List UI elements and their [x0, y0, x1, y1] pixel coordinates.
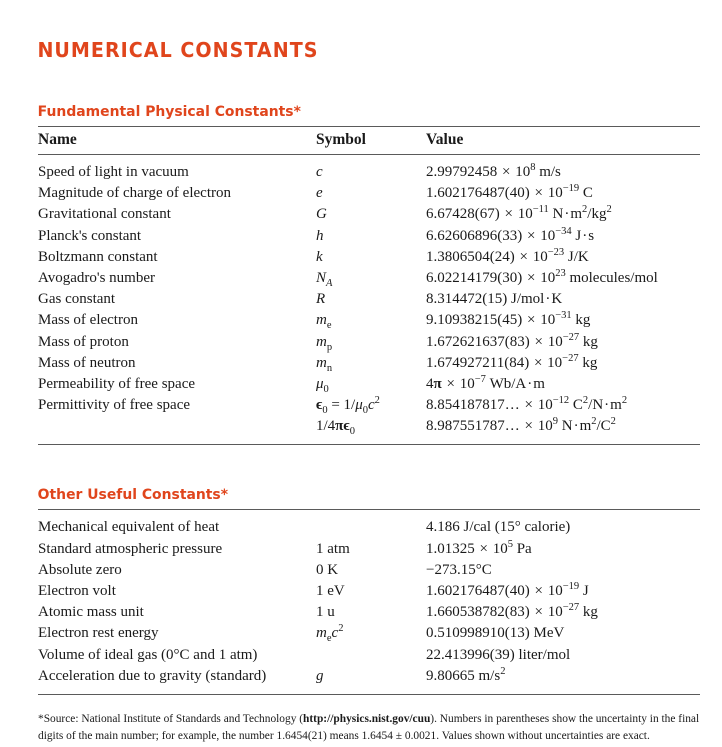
constant-name: Mass of electron [38, 312, 138, 329]
constant-value: $1.660538782(83) \times 10^{-27}$ kg [426, 602, 598, 621]
fundamental-constants-table [38, 126, 700, 445]
constant-value: $2.99792458 \times 10^8$ m/s [426, 162, 561, 180]
constant-symbol: R [316, 291, 326, 308]
table-row [38, 666, 700, 695]
constant-value: $1.672621637(83) \times 10^{-27}$ kg [426, 331, 598, 350]
constant-value: $6.62606896(33) \times 10^{-34}$ J·s [426, 225, 595, 244]
constant-name: Gas constant [38, 291, 116, 308]
constant-value: −273.15°C [426, 561, 492, 578]
table-row [38, 332, 700, 353]
footnote-url: http://physics.nist.gov/cuu [303, 713, 431, 726]
constant-name: Permeability of free space [38, 375, 196, 392]
constant-symbol: h [316, 227, 324, 244]
table-row [38, 310, 700, 331]
constant-name: Atomic mass unit [38, 604, 144, 621]
constant-value: $6.02214179(30) \times 10^{23}$ molecules/mol [426, 267, 658, 286]
constant-name: Mechanical equivalent of heat [38, 510, 316, 539]
constant-value: $6.67428(67) \times 10^{-11}$ $N\cdot m^2/kg^2$ [426, 204, 612, 223]
constant-symbol: $m_ec^2$ [316, 623, 344, 645]
constant-name: Electron volt [38, 583, 116, 599]
constant-symbol: $\epsilon_0 = 1/\mu_0c^2$ [316, 395, 380, 417]
constant-symbol: e [316, 185, 323, 202]
constant-value: 8.854187817… × $10^{-12}$ $C^2/N\cdot m^2$ [426, 395, 628, 414]
constant-symbol: 1 atm [316, 540, 350, 557]
constant-name: Standard atmospheric pressure [38, 540, 223, 557]
source-footnote [38, 706, 708, 743]
table-row [38, 183, 700, 204]
constant-name [38, 416, 316, 445]
table-row [38, 395, 700, 416]
column-header-value: Value [426, 127, 700, 155]
footnote-rest: ). Numbers in parentheses show the uncertainty in the final digits of the main number; for example, the number 1.6454(21) means 1.6454 ± 0.0021. Values shown without uncertainties are exact. [38, 713, 700, 742]
constant-name: Permittivity of free space [38, 397, 191, 414]
constant-name: Boltzmann constant [38, 248, 158, 265]
table-row [38, 353, 700, 374]
table-header-row [38, 127, 700, 155]
constant-name: Mass of proton [38, 333, 129, 350]
constant-value: $1.602176487(40) \times 10^{-19}$ J [426, 581, 589, 599]
table-row [38, 645, 700, 666]
constant-name: Acceleration due to gravity (standard) [38, 666, 316, 695]
constant-symbol: G [316, 206, 327, 223]
constant-value: $1.674927211(84) \times 10^{-27}$ kg [426, 352, 598, 371]
other-constants-table [38, 509, 700, 695]
constant-symbol: $m_n$ [316, 354, 333, 374]
table-row [38, 226, 700, 247]
table-row [38, 623, 700, 644]
constant-value: 4.186 J/cal (15° calorie) [426, 510, 700, 539]
page-title: NUMERICAL CONSTANTS [37, 38, 319, 62]
constant-symbol: $m_p$ [316, 333, 333, 353]
constant-value: 22.413996(39) liter/mol [426, 646, 571, 663]
constant-name: Speed of light in vacuum [38, 164, 189, 180]
constant-name: Volume of ideal gas (0°C and 1 atm) [38, 646, 258, 663]
constant-value: $1.602176487(40) \times 10^{-19}$ C [426, 183, 593, 202]
table-row [38, 289, 700, 310]
constant-symbol [316, 510, 426, 539]
column-header-name: Name [38, 127, 316, 155]
section-title-other: Other Useful Constants* [37, 487, 229, 504]
constant-value: 0.510998910(13) MeV [426, 625, 565, 642]
column-header-symbol: Symbol [316, 127, 426, 155]
table-row [38, 581, 700, 602]
constant-name: Avogadro's number [38, 269, 155, 286]
constant-symbol [316, 645, 426, 666]
constant-name: Absolute zero [38, 561, 122, 578]
footnote-lead: *Source: National Institute of Standards and Technology ( [38, 713, 304, 726]
constant-symbol: $N_A$ [316, 269, 333, 289]
section-title-fundamental: Fundamental Physical Constants* [37, 104, 301, 120]
constant-name: Planck's constant [38, 227, 142, 244]
constant-symbol: c [316, 164, 323, 180]
constant-value: 8.987551787… × $10^9$ $N\cdot m^2/C^2$ [426, 416, 700, 445]
table-row [38, 155, 700, 184]
constant-name: Gravitational constant [38, 206, 171, 223]
table-row [38, 247, 700, 268]
table-row [38, 204, 700, 225]
constant-name: Mass of neutron [38, 354, 136, 371]
constant-value: 9.80665 $m/s^2$ [426, 666, 700, 695]
constant-symbol: 1 u [316, 604, 335, 621]
constant-symbol: $1/4\pi\epsilon_0$ [316, 416, 426, 445]
constant-value: $1.01325 \times 10^5$ Pa [426, 538, 532, 557]
constant-name: Electron rest energy [38, 625, 159, 642]
table-row [38, 510, 700, 539]
constant-symbol: 0 K [316, 561, 339, 578]
constant-symbol: $\mu_0$ [316, 375, 329, 395]
constant-name: Magnitude of charge of electron [38, 185, 231, 202]
constant-symbol: g [316, 666, 426, 695]
constant-symbol: k [316, 248, 323, 265]
constant-value: $4\pi \times 10^{-7}$ Wb/A·m [426, 373, 545, 392]
table-row [38, 416, 700, 445]
constant-symbol: 1 eV [316, 583, 345, 599]
table-row [38, 560, 700, 581]
constant-value: 8.314472(15) J/mol·K [426, 291, 563, 308]
constant-value: $9.10938215(45) \times 10^{-31}$ kg [426, 310, 591, 329]
table-row [38, 268, 700, 289]
constant-value: $1.3806504(24) \times 10^{-23}$ J/K [426, 246, 589, 265]
table-row [38, 374, 700, 395]
table-row [38, 602, 700, 623]
table-row [38, 539, 700, 560]
constant-symbol: $m_e$ [316, 312, 332, 332]
